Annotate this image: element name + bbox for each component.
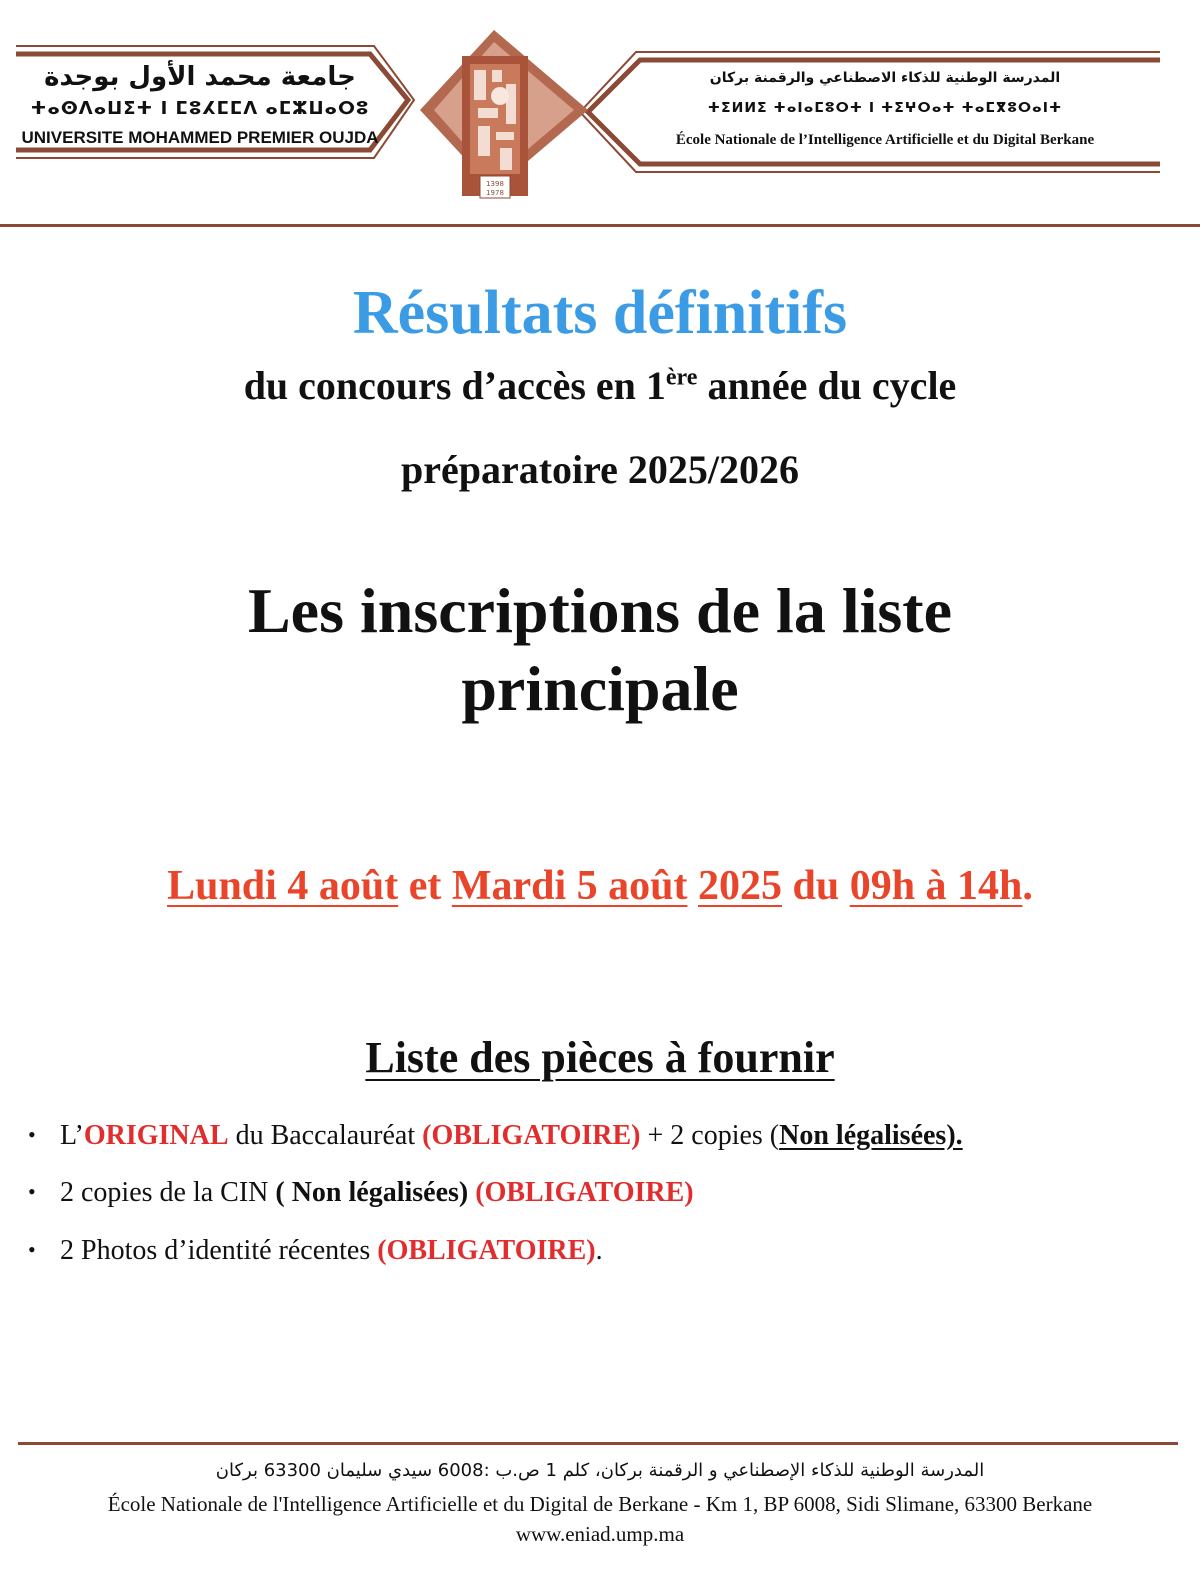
subtitle-line-1 — [0, 362, 1200, 409]
list-item — [28, 1235, 1178, 1267]
registration-heading-line-2: principale — [461, 653, 739, 724]
footer-address-french: École Nationale de l'Intelligence Artificielle et du Digital de Berkane - Km 1, BP 6008, Sidi Slimane, 63300 Berkane — [107, 1492, 1093, 1516]
date-space — [687, 863, 698, 909]
item1-mandatory: (OBLIGATOIRE) — [422, 1120, 641, 1151]
university-name-arabic: جامعة محمد الأول بوجدة — [44, 62, 356, 92]
school-name-arabic: المدرسة الوطنية للذكاء الاصطناعي والرقمنة بركان — [709, 70, 1061, 86]
subtitle-line-2: préparatoire 2025/2026 — [400, 447, 800, 492]
list-item — [28, 1177, 1178, 1209]
bullet-icon: • — [28, 1237, 36, 1262]
item2-text-a: 2 copies de la CIN — [60, 1177, 276, 1208]
registration-heading-line-1: Les inscriptions de la liste — [247, 575, 953, 646]
logo-year-hijri: 1398 — [486, 180, 504, 188]
date-day-1: Lundi 4 août — [167, 863, 399, 909]
university-logo — [420, 30, 588, 198]
subtitle-text-b: année du cycle — [697, 363, 957, 408]
item2-not-legalized: ( Non légalisées) — [275, 1177, 469, 1208]
item1-not-legalized: Non légalisées). — [779, 1120, 963, 1151]
item1-text-c: du Baccalauréat — [228, 1120, 423, 1151]
registration-heading — [0, 572, 1200, 728]
item1-text-e: + 2 copies ( — [640, 1120, 780, 1151]
school-name-french: École Nationale de l’Intelligence Artificielle et du Digital Berkane — [675, 132, 1095, 148]
registration-dates — [0, 862, 1200, 910]
list-item — [28, 1120, 1178, 1152]
date-and: et — [398, 863, 452, 909]
date-day-2: Mardi 5 août — [451, 863, 688, 909]
school-name-tifinagh: ⵜⵉⵍⵍⵉ ⵜⴰⵏⴰⵎⵓⵔⵜ ⵏ ⵜⵉⵖⵔⴰⵜ ⵜⴰⵎⴳⵓⵔⴰⵏⵜ — [707, 100, 1063, 116]
university-name-french: UNIVERSITE MOHAMMED PREMIER OUJDA — [21, 128, 379, 147]
bullet-icon: • — [28, 1122, 36, 1147]
item1-text-a: L’ — [60, 1120, 84, 1151]
item3-end: . — [595, 1235, 603, 1266]
footer-address-arabic: المدرسة الوطنية للذكاء الإصطناعي و الرقمنة بركان، كلم 1 ص.ب :6008 سيدي سليمان 63300 بركان — [215, 1460, 985, 1481]
bullet-icon: • — [28, 1179, 36, 1204]
page-title: Résultats définitifs — [352, 279, 848, 347]
item3-text-a: 2 Photos d’identité récentes — [60, 1235, 378, 1266]
item3-mandatory: (OBLIGATOIRE) — [377, 1235, 596, 1266]
documents-heading-text: Liste des pièces à fournir — [365, 1033, 835, 1082]
date-hours: 09h à 14h — [849, 863, 1023, 909]
university-name-tifinagh: ⵜⴰⵙⴷⴰⵡⵉⵜ ⵏ ⵎⵓⵃⵎⵎⴷ ⴰⵎⵣⵡⴰⵔⵓ — [30, 98, 370, 119]
subtitle-superscript: ère — [665, 364, 698, 391]
logo-year-gregorian: 1978 — [486, 189, 504, 197]
header-divider — [0, 224, 1200, 227]
footer-website-link[interactable]: www.eniad.ump.ma — [515, 1522, 685, 1546]
footer-divider — [18, 1442, 1178, 1445]
date-from: du — [781, 863, 850, 909]
documents-heading — [0, 1032, 1200, 1083]
date-end: . — [1022, 863, 1033, 909]
subtitle-text-a: du concours d’accès en 1 — [243, 363, 666, 408]
item2-mandatory: (OBLIGATOIRE) — [475, 1177, 694, 1208]
date-year: 2025 — [697, 863, 782, 909]
item1-original: ORIGINAL — [83, 1120, 229, 1151]
